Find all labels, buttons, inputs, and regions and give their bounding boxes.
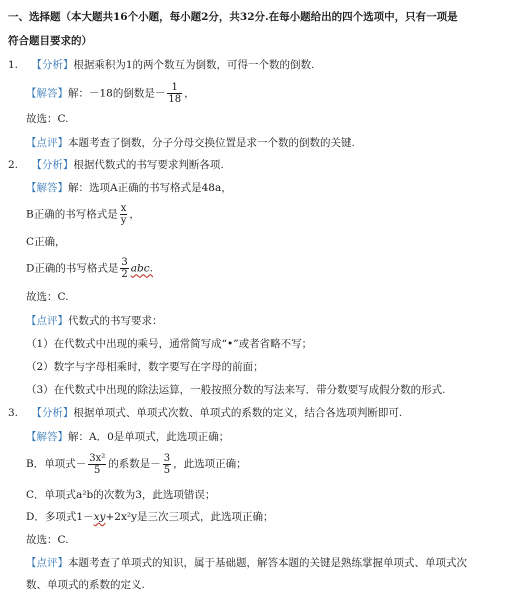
q2-choice: 故选：C. <box>26 291 69 303</box>
q2-answer-row <box>26 181 232 195</box>
q3-b-frac2-num: 3 <box>163 452 171 464</box>
q2-rule-2: （2）数字与字母相乘时，数字要写在字母的前面； <box>26 361 264 373</box>
q2-comment-label: 【点评】 <box>26 315 68 327</box>
q1-number: 1. <box>8 59 19 71</box>
q3-comment-text-2: 数、单项式的系数的定义. <box>26 579 145 591</box>
q2-b-frac-num: x <box>120 203 127 214</box>
q2-d-frac-num: 3 <box>121 257 128 268</box>
q1-analysis-label: 【分析】 <box>31 59 74 71</box>
q2-d-frac-den: 2 <box>121 269 128 280</box>
q1-answer-row <box>26 82 195 105</box>
q2-b-suffix: ， <box>129 208 140 221</box>
q1-analysis-row <box>8 58 314 72</box>
q3-analysis-label: 【分析】 <box>31 407 74 419</box>
q3-c-line: C．单项式a²b的次数为3，此选项错误； <box>26 489 216 501</box>
q1-comment-text: 本题考查了倒数，分子分母交换位置是求一个数的倒数的关键. <box>68 137 355 149</box>
q2-answer-label: 【解答】 <box>26 182 68 194</box>
q2-b-fraction <box>120 203 128 226</box>
q3-b-prefix: B．单项式－ <box>26 458 87 470</box>
q3-b-suffix: ，此选项正确； <box>173 458 247 470</box>
q3-d-suffix: +2x²y是三次三项式，此选项正确； <box>105 511 274 523</box>
q3-analysis-row <box>8 406 402 420</box>
q3-b-mid: 的系数是－ <box>108 458 161 470</box>
q3-d-prefix: D．多项式1－ <box>26 511 94 523</box>
q3-d-row <box>26 510 274 524</box>
section-title-line1: 一、选择题（本大题共16个小题，每小题2分，共32分.在每小题给出的四个选项中，只有一项是 <box>8 11 458 23</box>
q3-comment-row <box>26 556 467 570</box>
q2-number: 2. <box>8 159 19 171</box>
q3-answer-text: 解：A．0是单项式，此选项正确； <box>68 431 230 443</box>
q1-answer-label: 【解答】 <box>26 87 68 100</box>
q3-b-fraction <box>88 453 106 476</box>
q1-answer-suffix: ， <box>184 87 195 100</box>
q2-b-prefix: B正确的书写格式是 <box>26 208 118 221</box>
section-title-line2: 符合题目要求的） <box>8 35 92 47</box>
q1-comment-row <box>26 136 355 150</box>
q3-answer-label: 【解答】 <box>26 431 68 443</box>
q1-frac-num: 1 <box>167 82 182 94</box>
q2-analysis-row <box>8 158 224 172</box>
q2-rule-3: （3）在代数式中出现的除法运算，一般按照分数的写法来写．带分数要写成假分数的形式. <box>26 384 446 396</box>
q2-d-prefix: D正确的书写格式是 <box>26 262 119 275</box>
q2-rule-1: （1）在代数式中出现的乘号，通常简写成“•”或者省略不写； <box>26 338 313 350</box>
q1-frac-den: 18 <box>168 94 182 105</box>
q2-d-fraction <box>120 257 128 280</box>
q2-c-line: C正确， <box>26 236 66 248</box>
q2-comment-row <box>26 314 163 328</box>
q3-comment-label: 【点评】 <box>26 557 68 569</box>
q2-analysis-label: 【分析】 <box>31 159 74 171</box>
q3-answer-row <box>26 430 229 444</box>
q3-number: 3. <box>8 407 19 419</box>
q3-comment-text-1: 本题考查了单项式的知识，属于基础题，解答本题的关键是熟练掌握单项式、单项式次 <box>68 557 467 569</box>
q3-b-row <box>26 452 247 476</box>
q1-choice: 故选：C. <box>26 113 69 125</box>
q3-d-term: xy <box>93 511 106 523</box>
q3-choice: 故选：C. <box>26 534 69 546</box>
q1-analysis-text: 根据乘积为1的两个数互为倒数，可得一个数的倒数. <box>73 59 315 71</box>
q1-answer-prefix: 解：－18的倒数是－ <box>68 87 166 100</box>
q2-comment-text: 代数式的书写要求： <box>68 315 163 327</box>
q2-b-row <box>26 203 140 226</box>
q2-analysis-text: 根据代数式的书写要求判断各项. <box>73 159 224 171</box>
q3-b-frac2-den: 5 <box>163 464 171 476</box>
q1-comment-label: 【点评】 <box>26 137 68 149</box>
q1-fraction <box>167 82 182 105</box>
q2-answer-text: 解：选项A正确的书写格式是48a， <box>68 182 232 194</box>
q2-b-frac-den: y <box>120 215 127 226</box>
q2-d-row <box>26 257 153 280</box>
q3-b-frac-den: 5 <box>94 464 101 476</box>
q3-b-frac-num: 3x² <box>89 452 106 464</box>
q2-d-suffix: abc. <box>130 262 153 275</box>
q3-analysis-text: 根据单项式、单项式次数、单项式的系数的定义，结合各选项判断即可. <box>73 407 403 419</box>
q3-b-fraction-2 <box>163 453 171 476</box>
